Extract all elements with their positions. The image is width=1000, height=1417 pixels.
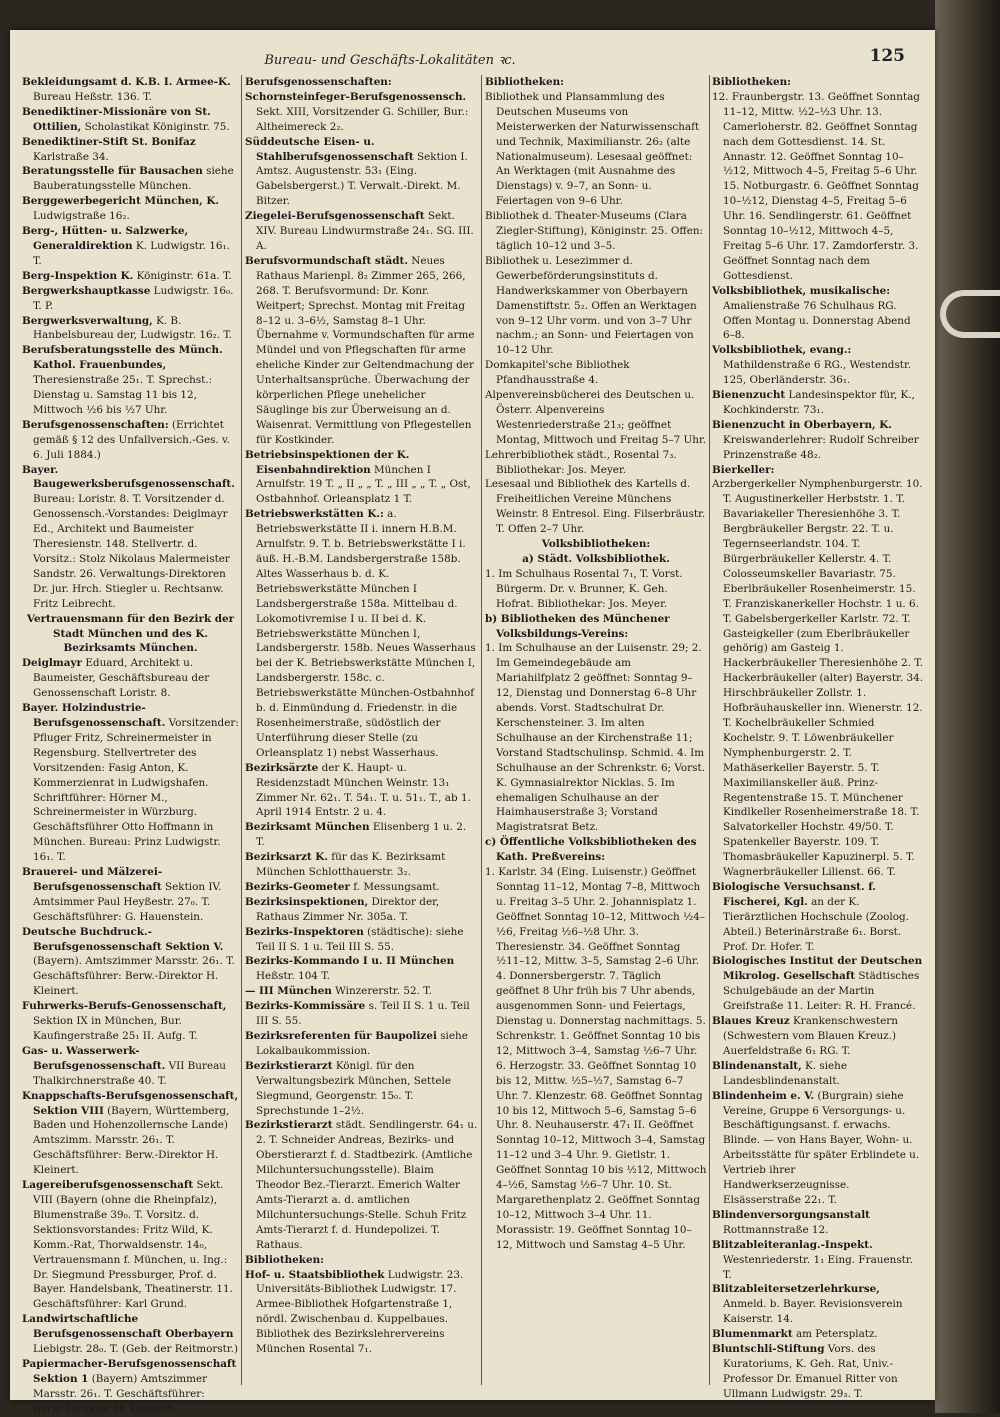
directory-entry [22,1357,239,1417]
entry-heading: Lagereiberufsgenossenschaft [22,1179,194,1192]
directory-entry [245,1029,478,1059]
entry-heading: Betriebswerkstätten K.: [245,508,384,521]
entry-text: Karlstraße 34. [33,150,109,163]
entry-heading: Bergwerkshauptkasse [22,284,151,297]
directory-entry [22,284,239,314]
directory-entry [245,209,478,254]
directory-entry [485,358,707,388]
entry-heading: Benediktiner-Stift St. Bonifaz [22,135,196,148]
entry-text: Scholastikat Königinstr. 75. [81,120,230,133]
entry-text: Westenriederstr. 1₁ Eing. Frauenstr. T. [723,1253,913,1281]
directory-entry [22,463,239,612]
directory-entry [245,1268,478,1357]
entry-heading: Bezirksreferenten für Baupolizei [245,1030,437,1042]
directory-entry [485,75,707,90]
directory-entry [245,135,478,210]
entry-text: Vors. des Kuratoriums, K. Geh. Rat, Univ.-Professor Dr. Emanuel Ritter von Ullmann Ludwigstr. 29₃. T. [723,1343,898,1400]
entry-text: siehe Bauberatungsstelle München. [33,165,234,193]
directory-entry [245,507,478,760]
entry-heading: Bezirksärzte [245,761,319,774]
entry-text: Theresienstraße 25₁. T. Sprechst.: Dienstag u. Samstag 11 bis 12, Mittwoch ½6 bis ½7 Uhr. [33,374,213,416]
entry-text: 1. Karlstr. 34 (Eing. Luisenstr.) Geöffnet Sonntag 11–12, Montag 7–8, Mittwoch u. Freitag 3–5 Uhr. 2. Johannisplatz 1. Geöffnet Sonntag 10–12, Mittwoch ½4–½6, Freitag ½6–½8 Uhr. 3. Theresienstr. 34. Geöffnet Sonntag ½11–12, Mittw. 3–5, Samstag 2–6 Uhr. 4. Donnersbergerstr. 7. Täglich geöffnet 8 Uhr früh bis 7 Uhr abends, ausgenommen Sonn- und Feiertags, Dienstag u. Donnerstag nachmittags. 5. Schrenkstr. 1. Geöffnet Sonntag 10 bis 12, Mittwoch 3–4, Samstag ½6–7 Uhr. 6. Herzogstr. 33. Geöffnet Sonntag 10 bis 12, Mittw. ½5–½7, Samstag 6–7 Uhr. 7. Klenzestr. 68. Geöffnet Sonntag 10 bis 12, Mittwoch 5–6, Samstag 5–6 Uhr. 8. Neuhauserstr. 47₁ II. Geöffnet Sonntag 10–12, Mittwoch 3–4, Samstag 11–12 und 3–4 Uhr. 9. Gietlstr. 1. Geöffnet Sonntag 10 bis ½12, Mittwoch 4–½6, Samstag ½6–7 Uhr. 10. St. Margarethenplatz 2. Geöffnet Sonntag 10–12, Mittwoch 3–4 Uhr. 11. Morassistr. 19. Geöffnet Sonntag 10–12, Mittwoch und Samstag 4–5 Uhr. [485,866,707,1251]
entry-text: Bibliothek u. Lesezimmer d. Gewerbeförderungsinstituts d. Handwerkskammer von Oberbayern Damenstiftstr. 5₂. Offen an Werktagen von 9–12 Uhr vorm. und von 3–7 Uhr nachm.; an Sonn- und Feiertagen von 10–12 Uhr. [485,254,697,357]
directory-entry [712,418,924,463]
page-number: 125 [869,46,905,66]
entry-text: Alpenvereinsbücherei des Deutschen u. Österr. Alpenvereins Westenriederstraße 21₃; geöffnet Montag, Mittwoch und Freitag 5–7 Uhr. [485,389,707,446]
directory-entry [485,388,707,448]
entry-text: K. Ludwigstr. 16₁. T. [33,239,230,267]
entry-text: (Bayern, Württemberg, Baden und Hohenzollernsche Lande) Amtszimm. Marsstr. 26₁. T. Geschäftsführer: Berw.-Direktor H. Kleinert. [33,1104,230,1177]
entry-text: VII Bureau Thalkirchnerstraße 40. T. [33,1059,226,1087]
entry-text: Domkapitel'sche Bibliothek Pfandhausstraße 4. [485,359,630,387]
section-heading: a) Städt. Volksbibliothek. [522,553,670,565]
entry-text: a. Betriebswerkstätte II i. innern H.B.M. Arnulfstr. 9. T. b. Betriebswerkstätte I i. äuß. H.-B.M. Landsbergerstraße 158b. Altes Wasserhaus b. d. K. Betriebswerkstätte München I Landsbergerstraße 158a. Mittelbau d. Lokomotivremise I u. II bei d. K. Betriebswerkstätte München I, Landsbergerstr. 158b. Neues Wasserhaus bei der K. Betriebswerkstätte München I, Landsbergerstr. 158c. c. Betriebswerkstätte München-Ostbahnhof b. d. Einmündung d. Friedenstr. in die Rosenheimerstraße, südöstlich der Unterführung dieser Stelle (zu Orleansplatz 1) nebst Wasserhaus. [256,508,476,759]
entry-text: f. Messungsamt. [349,880,440,893]
directory-entry [22,164,239,194]
entry-text: Amalienstraße 76 Schulhaus RG. Offen Montag u. Donnerstag Abend 6–8. [723,299,911,342]
entry-text: Bureau: Loristr. 8. T. Vorsitzender d. Genossensch.-Vorstandes: Deiglmayr Ed., Architekt und Baumeister Theresienstr. 148. Stellvertr. d. Vorsitz.: Stolz Nikolaus Malermeister Sandstr. 26. Verwaltungs-Direktoren Dr. jur. Hrch. Stiegler u. Rechtsanw. Fritz Leibrecht. [33,493,230,610]
directory-entry [22,269,239,284]
entry-text: München I Arnulfstr. 19 T. „ II „ „ T. „ III „ „ T. „ Ost, Ostbahnhof. Orleansplatz 1 T. [256,463,471,506]
directory-entry [712,1238,924,1283]
directory-entry [485,641,707,835]
entry-heading: Berg-Inspektion K. [22,269,134,282]
entry-text: Städtisches Schulgebäude an der Martin Greifstraße 11. Leiter: R. H. Francé. [723,970,920,1013]
scanned-page [10,30,935,1415]
directory-entry [485,865,707,1253]
entry-text: Sektion IV. Amtsimmer Paul Heyßestr. 27₀. T. Geschäftsführer: G. Hauenstein. [33,880,222,923]
entry-heading: Fuhrwerks-Berufs-Genossenschaft, [22,1000,227,1013]
entry-text: für das K. Bezirksamt München Schlotthauerstr. 3₂. [256,851,446,879]
entry-text: am Petersplatz. [792,1328,878,1341]
directory-entry [22,1178,239,1312]
entry-text: (Bayern) Amtszimmer Marsstr. 26₁. T. Geschäftsführer: Berw.-Direktor H. Kleinert. [33,1372,208,1415]
entry-heading: Hof- u. Staatsbibliothek [245,1268,385,1281]
entry-text: Königinstr. 61a. T. [133,269,232,282]
directory-entry [712,463,924,478]
entry-text: Lehrerbibliothek städt., Rosental 7₃. Bibliothekar: Jos. Meyer. [485,448,677,476]
column-divider [481,75,482,1385]
entry-text: der K. Haupt- u. Residenzstadt München Weinstr. 13₁ Zimmer Nr. 62₁. T. 54₁. T. u. 51₁. T., ab 1. April 1914 Entstr. 2 u. 4. [256,761,471,819]
entry-text: Arzbergerkeller Nymphenburgerstr. 10. T. Augustinerkeller Herbststr. 1. T. Bavariakeller Theresienhöhe 3. T. Bergbräukeller Bergstr. 22. T. u. Tegernseerlandstr. 104. T. Bürgerbräukeller Kellerstr. 4. T. Colosseumskeller Bavariastr. 75. Eberlbräukeller Rosenheimerstr. 15. T. Franziskanerkeller Hochstr. 1 u. 6. T. Gabelsbergerkeller Karlstr. 72. T. Gasteigkeller (zum Eberlbräukeller gehörig) am Gasteig 1. Hackerbräukeller Theresienhöhe 2. T. Hackerbräukeller (alter) Bayerstr. 34. Hirschbräukeller Zollstr. 1. Hofbräuhauskeller inn. Wienerstr. 12. T. Kochelbräukeller Schmied Kochelstr. 9. T. Löwenbräukeller Nymphenburgerstr. 2. T. Mathäserkeller Bayerstr. 5. T. Maximilianskeller äuß. Prinz-Regentenstraße 15. T. Münchener Kindlkeller Rosenheimerstraße 18. T. Salvatorkeller Hochstr. 49/50. T. Spatenkeller Bayerstr. 109. T. Thomasbräukeller Kapuzinerpl. 5. T. Wagnerbräukeller Lilienst. 66. T. [712,478,924,879]
entry-text: Direktor der, Rathaus Zimmer Nr. 305a. T. [256,895,440,923]
directory-entry [22,1044,239,1089]
entry-text: Sekt. XIII, Vorsitzender G. Schiller, Bur.: Altheimereck 2₂. [256,105,469,133]
entry-text: Ludwigstr. 23. Universitäts-Bibliothek Ludwigstr. 17. Armee-Bibliothek Hofgartenstraße 1, nördl. Zwischenbau d. Kuppelbaues. Bibliothek des Bezirkslehrervereins München Rosental 7₁. [256,1268,464,1356]
entry-heading: Bezirksamt München [245,821,370,834]
directory-entry [712,1282,924,1327]
directory-columns [22,75,924,1415]
entry-heading: Biologische Versuchsanst. f. Fischerei, Kgl. [712,880,876,908]
entry-heading: Gas- u. Wasserwerk-Berufsgenossenschaft. [22,1044,166,1072]
entry-text: Vorsitzender: Pfluger Fritz, Schreinermeister in Regensburg. Stellvertreter des Vorsitzenden: Fasig Anton, K. Kommerzienrat in Ludwigshafen. Schriftführer: Hörner M., Schreinermeister in Würzburg. Geschäftsführer Otto Hoffmann in München. Bureau: Prinz Ludwigstr. 16₁. T. [33,716,239,864]
entry-heading: Deutsche Buchdruck.-Berufsgenossenschaft Sektion V. [22,925,224,953]
entry-heading: — III München [245,985,332,998]
column-1 [22,75,239,1415]
directory-entry [22,999,239,1044]
entry-heading: Blaues Kreuz [712,1015,790,1028]
entry-heading: Süddeutsche Eisen- u. Stahlberufsgenossenschaft [245,135,414,163]
entry-heading: Bibliotheken: [245,1253,324,1266]
entry-text: Anmeld. b. Bayer. Revisionsverein Kaiserstr. 14. [723,1298,903,1326]
entry-text: (Burgrain) siehe Vereine, Gruppe 6 Versorgungs- u. Beschäftigungsanst. f. erwachs. Blinde. — von Hans Bayer, Wohn- u. Arbeitsstätte für später Erblindete u. Vertrieb ihrer Handwerkserzeugnisse. Elsässerstraße 22₁. T. [723,1089,920,1206]
entry-heading: Bergwerksverwaltung, [22,314,153,327]
entry-heading: Deiglmayr [22,657,83,670]
entry-text: Sektion I. Amtsz. Augustenstr. 53₁ (Eing. Gabelsbergerst.) T. Verwalt.-Direkt. M. Bitzer. [256,150,468,208]
entry-heading: Bayer. Holzindustrie-Berufsgenossenschaft. [22,702,166,729]
entry-text: s. Teil II S. 1 u. Teil III S. 55. [256,1000,470,1028]
entry-heading: Blindenanstalt, [712,1059,802,1072]
entry-text: Bibliothek und Plansammlung des Deutschen Museums von Meisterwerken der Naturwissenschaft und Technik, Maximilianstr. 26₂ (alte Nationalmuseum). Lesesaal geöffnet: An Werktagen (mit Ausnahme des Dienstags) v. 9–7, an Sonn- u. Feiertagen von 9–6 Uhr. [485,90,700,208]
directory-entry [245,448,478,508]
directory-entry [245,984,478,999]
entry-heading: Berufsgenossenschaften: [22,418,169,431]
directory-entry [485,90,707,209]
entry-heading: Benediktiner-Missionäre von St. Ottilien, [22,105,211,133]
directory-entry [245,999,478,1029]
entry-heading: Bezirks-Inspektoren [245,925,364,938]
entry-text: Bureau Heßstr. 136. T. [33,90,152,103]
entry-text: (Bayern). Amtszimmer Marsstr. 26₁. T. Geschäftsführer: Berw.-Direktor H. Kleinert. [33,955,235,998]
entry-heading: Bibliotheken: [712,76,791,88]
entry-text: Kreiswanderlehrer: Rudolf Schreiber Prinzenstraße 48₂. [723,433,919,461]
entry-heading: Bayer. Baugewerksberufsgenossenschaft. [22,463,235,491]
entry-heading: Biologisches Institut der Deutschen Mikrolog. Gesellschaft [712,955,923,983]
directory-entry [22,135,239,165]
directory-entry [245,75,478,90]
entry-heading: c) Öffentliche Volksbibliotheken des Kath. Preßvereins: [485,836,697,864]
entry-heading: Volksbibliothek, evang.: [712,344,852,357]
entry-heading: Bierkeller: [712,463,775,476]
entry-heading: Bekleidungsamt d. K.B. I. Armee-K. [22,76,231,88]
running-title: Bureau- und Geschäfts-Lokalitäten ꝛc. [264,53,516,68]
entry-text: siehe Lokalbaukommission. [256,1030,468,1057]
entry-heading: Bezirkstierarzt [245,1059,333,1072]
column-divider [709,75,710,1385]
entry-heading: Blitzableitersetzerlehrkurse, [712,1283,880,1296]
directory-entry [22,194,239,224]
column-3 [485,75,707,1390]
directory-entry [485,835,707,865]
entry-heading: Berufsberatungsstelle des Münch. Kathol. Frauenbundes, [22,344,223,372]
entry-text: Sekt. VIII (Bayern (ohne die Rheinpfalz), Blumenstraße 39₀. T. Vorsitz. d. Sektionsvorstandes: Fritz Wild, K. Komm.-Rat, Thorwaldsenstr. 14₀, Vertrauensmann f. München, u. Ing.: Dr. Siegmund Pressburger, Prof. d. Bayer. Handelsbank, Theatinerstr. 11. Geschäftsführer: Karl Grund. [33,1179,233,1311]
entry-heading: Landwirtschaftliche Berufsgenossenschaft Oberbayern [22,1313,234,1341]
directory-entry [245,254,478,448]
directory-entry [712,1089,924,1208]
entry-heading: Betriebsinspektionen der K. Eisenbahndirektion [245,448,410,476]
entry-heading: Volksbibliothek, musikalische: [712,284,891,297]
bookmark-tab [940,290,1000,338]
directory-entry [22,224,239,269]
directory-entry [22,75,239,105]
directory-entry [485,477,707,537]
entry-text: Sektion IX in München, Bur. Kaufingerstraße 25₁ II. Aufg. T. [33,1015,198,1042]
entry-text: Winzererstr. 52. T. [331,985,432,998]
directory-entry [22,865,239,925]
entry-text: Eduard, Architekt u. Baumeister, Geschäftsbureau der Genossenschaft Loristr. 8. [33,657,210,700]
directory-entry [245,895,478,925]
entry-text: Heßstr. 104 T. [256,970,330,983]
directory-entry [22,105,239,135]
entry-text: (städtische): siehe Teil II S. 1 u. Teil III S. 55. [256,925,464,953]
entry-heading: Knappschafts-Berufsgenossenschaft, Sektion VIII [22,1089,239,1117]
entry-text: Lesesaal und Bibliothek des Kartells d. Freiheitlichen Vereine Münchens Weinstr. 8 Entresol. Eing. Filserbräustr. T. Offen 2–7 Uhr. [485,478,706,536]
column-4 [712,75,924,1400]
directory-entry [712,75,924,90]
directory-entry [712,1208,924,1238]
directory-entry [245,1118,478,1252]
directory-entry [712,388,924,418]
entry-heading: Schornsteinfeger-Berufsgenossensch. [245,90,467,103]
entry-heading: Bibliotheken: [485,76,564,88]
entry-heading: Bluntschli-Stiftung [712,1343,825,1356]
entry-heading: Blumenmarkt [712,1328,793,1341]
directory-entry [22,656,239,701]
directory-entry [245,90,478,135]
directory-entry [22,343,239,418]
entry-heading: b) Bibliotheken des Münchener Volksbildungs-Vereins: [485,612,670,640]
book-page-edge [935,0,1000,1413]
entry-text: (Errichtet gemäß § 12 des Unfallversich.-Ges. v. 6. Juli 1884.) [33,418,230,461]
entry-heading: Bezirksarzt K. [245,851,328,864]
entry-heading: Berggewerbegericht München, K. [22,195,220,208]
entry-text: Bibliothek d. Theater-Museums (Clara Ziegler-Stiftung), Königinstr. 25. Offen: täglich 10–12 und 3–5. [485,210,704,252]
directory-entry [712,1327,924,1342]
directory-entry [22,925,239,1000]
section-heading: Vertrauensmann für den Bezirk der Stadt München und des K. Bezirksamts München. [26,612,235,655]
directory-entry [485,209,707,254]
directory-entry [245,850,478,880]
entry-text: Rottmannstraße 12. [723,1223,829,1236]
entry-heading: Ziegelei-Berufsgenossenschaft [245,210,425,223]
entry-heading: Bezirkstierarzt [245,1119,333,1132]
entry-text: Ludwigstraße 16₂. [33,210,130,223]
entry-text: an der K. Tierärztlichen Hochschule (Zoolog. Abteil.) Beterinärstraße 6₁. Borst. Prof. Dr. Hofer. T. [723,895,909,953]
directory-entry [22,701,239,865]
entry-text: Mathildenstraße 6 RG., Westendstr. 125, Oberländerstr. 36₁. [723,359,912,387]
directory-entry [712,90,924,284]
entry-text: 1. Im Schulhaus Rosental 7₁, T. Vorst. Bürgerm. Dr. v. Brunner, K. Geh. Hofrat. Bibliothekar: Jos. Meyer. [485,567,683,610]
directory-entry [712,343,924,388]
directory-entry [22,1089,239,1178]
entry-heading: Bezirks-Kommando I u. II München [245,955,455,968]
directory-entry [22,314,239,344]
directory-entry [712,954,924,1014]
entry-heading: Bezirks-Kommissäre [245,1000,366,1013]
directory-entry [712,880,924,955]
entry-heading: Bezirks-Geometer [245,880,350,893]
entry-heading: Berufsgenossenschaften: [245,76,392,88]
entry-heading: Blindenversorgungsanstalt [712,1208,870,1221]
directory-entry [245,1253,478,1268]
entry-text: Landesinspektor für, K., Kochkinderstr. 73₁. [723,389,915,416]
column-divider [241,75,242,1385]
entry-text: Elisenberg 1 u. 2. T. [256,821,467,849]
entry-text: Liebigstr. 28₀. T. (Geb. der Reitmorstr.) [33,1343,239,1356]
directory-entry [22,418,239,463]
entry-heading: Blindenheim e. V. [712,1089,815,1102]
directory-entry [245,1059,478,1119]
directory-entry [245,880,478,895]
entry-heading: Blitzableiteranlag.-Inspekt. [712,1238,873,1251]
entry-heading: Bienenzucht [712,389,786,402]
column-2 [245,75,478,1390]
directory-entry [245,820,478,850]
entry-heading: Berg-, Hütten- u. Salzwerke, Generaldirektion [22,225,189,252]
directory-entry [712,1014,924,1059]
entry-text: 12. Fraunbergstr. 13. Geöffnet Sonntag 11–12, Mittw. ½2–½3 Uhr. 13. Camerloherstr. 82. Geöffnet Sonntag nach dem Gottesdienst. 14. St. Annastr. 12. Geöffnet Sonntag 10–½12, Mittwoch 4–5, Freitag 5–6 Uhr. 15. Notburgastr. 6. Geöffnet Sonntag 10–½12, Dienstag 4–5, Freitag 5–6 Uhr. 16. Sendlingerstr. 61. Geöffnet Sonntag 10–½12, Mittwoch 4–5, Freitag 5–6 Uhr. 17. Zamdorferstr. 3. Geöffnet Sonntag nach dem Gottesdienst. [712,90,920,282]
entry-heading: Berufsvormundschaft städt. [245,254,408,267]
entry-heading: Papiermacher-Berufsgenossenschaft Sektion 1 [22,1357,237,1385]
entry-heading: Bienenzucht in Oberbayern, K. [712,418,892,431]
directory-entry [712,1342,924,1402]
directory-entry [712,284,924,344]
directory-entry [485,448,707,478]
directory-entry [245,954,478,984]
entry-text: K. siehe Landesblindenanstalt. [723,1059,848,1087]
entry-heading: Bezirksinspektionen, [245,895,369,908]
entry-text: Ludwigstr. 16₀. T. P. [33,284,234,312]
entry-text: Sekt. XIV. Bureau Lindwurmstraße 24₁. SG. III. A. [256,210,474,252]
directory-entry [245,925,478,955]
directory-entry [485,612,707,642]
entry-text: 1. Im Schulhause an der Luisenstr. 29; 2. Im Gemeindegebäude am Mariahilfplatz 2 geöffnet: Sonntag 9–12, Dienstag und Donnerstag 6–8 Uhr abends. Vorst. Stadtschulrat Dr. Kerschensteiner. 3. Im alten Schulhause an der Kirchenstraße 11; Vorstand Stadtschulinsp. Schmid. 4. Im Schulhause an der Schrenkstr. 6; Vorst. K. Gymnasialrektor Nicklas. 5. Im ehemaligen Schulhause an der Haimhauserstraße 3; Vorstand Magistratsrat Betz. [485,642,705,834]
entry-text: Neues Rathaus Marienpl. 8₂ Zimmer 265, 266, 268. T. Berufsvormund: Dr. Konr. Weitpert; Sprechst. Montag mit Freitag 8–12 u. 3–6½, Samstag 8–1 Uhr. Übernahme v. Vormundschaften für arme Mündel und von Pflegschaften für arme eheliche Kinder zur Geltendmachung der Unterhaltsansprüche. Überwachung der körperlichen Pflege unehelicher Säuglinge bis zur Überweisung an d. Waisenrat. Vermittlung von Pflegestellen für Kostkinder. [256,254,475,446]
entry-text: K. B. Hanbelsbureau der, Ludwigstr. 16₂. T. [33,314,233,342]
entry-text: städt. Sendlingerstr. 64₁ u. 2. T. Schneider Andreas, Bezirks- und Oberstierarzt f. d. Stadtbezirk. (Amtliche Milchuntersuchungsstelle). Blaim Theodor Bez.-Tierarzt. Emerich Walter Amts-Tierarzt a. d. amtlichen Milchuntersuchungs-Stelle. Schuh Fritz Amts-Tierarzt f. d. Hundepolizei. T. Rathaus. [256,1119,478,1251]
directory-entry [712,1059,924,1089]
directory-entry [22,1312,239,1357]
entry-text: Krankenschwestern (Schwestern vom Blauen Kreuz.) Auerfeldstraße 6₁ RG. T. [723,1015,898,1057]
directory-entry [485,254,707,358]
directory-entry [712,477,924,879]
directory-entry [245,761,478,821]
directory-entry [485,567,707,612]
entry-text: Königl. für den Verwaltungsbezirk München, Settele Siegmund, Georgenstr. 15₀. T. Sprechstunde 1–2½. [256,1059,452,1117]
section-heading: Volksbibliotheken: [541,538,651,551]
entry-heading: Beratungsstelle für Bausachen [22,165,203,178]
entry-heading: Brauerei- und Mälzerei-Berufsgenossenschaft [22,866,163,893]
